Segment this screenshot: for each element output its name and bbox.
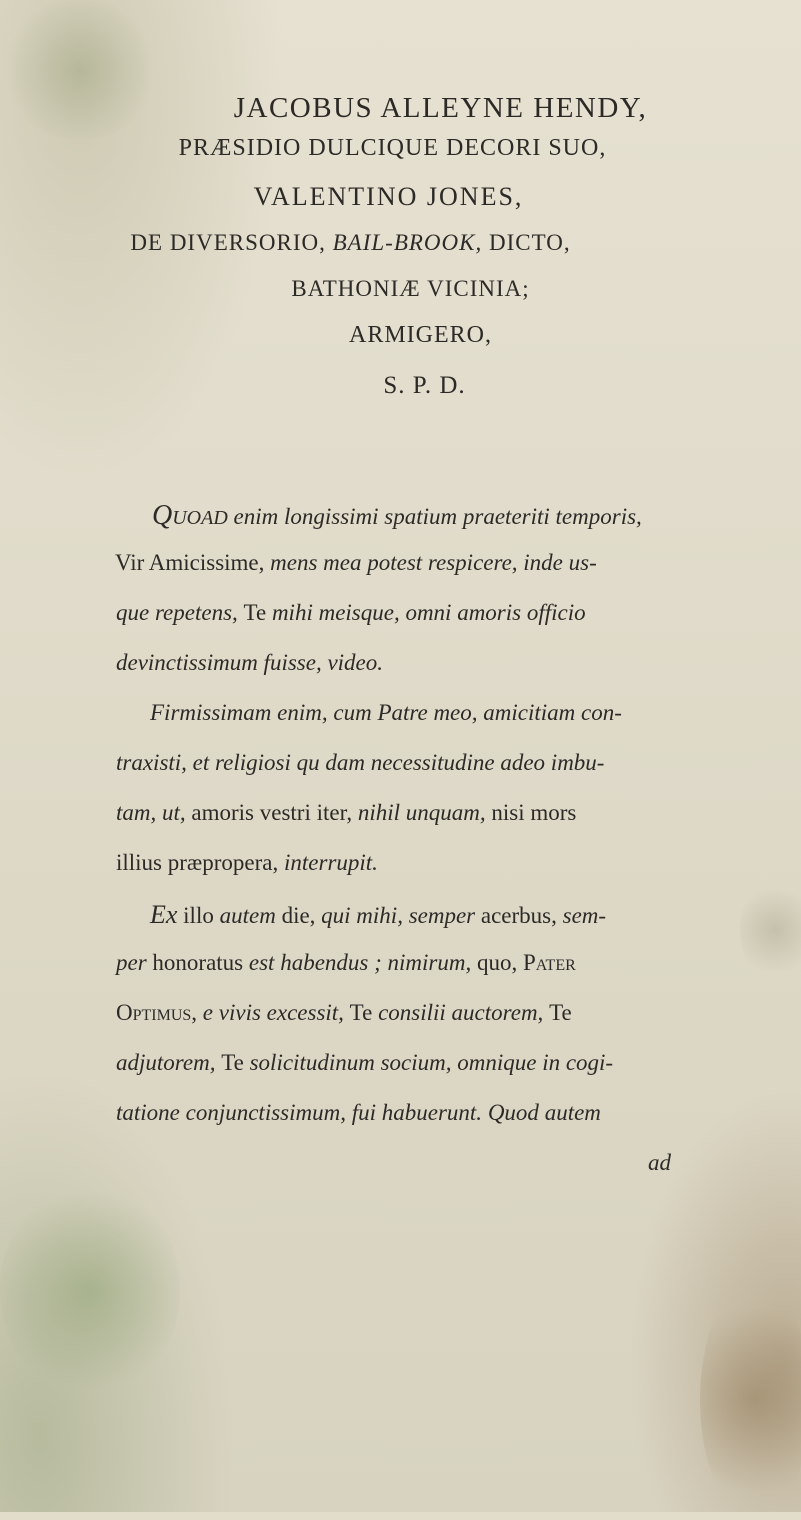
text-line-10: per honoratus est habendus ; nimirum, quo, Pater <box>116 950 576 975</box>
text-line-5: Firmissimam enim, cum Patre meo, amicitiam con- <box>150 700 622 725</box>
text-line-3: que repetens, Te mihi meisque, omni amoris officio <box>116 600 586 625</box>
text-line-6: traxisti, et religiosi qu dam necessitudine adeo imbu- <box>116 750 605 775</box>
foxing-stain <box>700 1280 801 1520</box>
dedication-recipient: VALENTINO JONES, <box>253 182 524 211</box>
foxing-stain <box>740 880 801 980</box>
dedication-salutation: S. P. D. <box>383 372 466 399</box>
dedication-title: ARMIGERO, <box>348 322 492 348</box>
text-line-7: tam, ut, amoris vestri iter, nihil unquam, nisi mors <box>116 800 577 825</box>
catchword: ad <box>648 1150 671 1175</box>
text-line-8: illius præpropera, interrupit. <box>116 850 378 875</box>
text-line-2: Vir Amicissime, mens mea potest respicere, inde us- <box>115 550 597 575</box>
dedication-line-praesidio: PRÆSIDIO DULCIQUE DECORI SUO, <box>178 135 607 161</box>
dedication-residence: DE DIVERSORIO, BAIL-BROOK, DICTO, <box>130 230 571 255</box>
text-line-13: tatione conjunctissimum, fui habuerunt. Quod autem <box>116 1100 601 1125</box>
text-line-12: adjutorem, Te solicitudinum socium, omnique in cogi- <box>116 1050 614 1075</box>
dedication-author: JACOBUS ALLEYNE HENDY, <box>233 92 648 124</box>
foxing-stain <box>0 1180 180 1400</box>
dedication-location: BATHONIÆ VICINIA; <box>291 276 530 301</box>
text-line-11: Optimus, e vivis excessit, Te consilii auctorem, Te <box>116 1000 572 1025</box>
text-line-1: Quoad enim longissimi spatium praeteriti temporis, <box>152 500 642 531</box>
text-line-9: Ex illo autem die, qui mihi, semper acerbus, sem- <box>150 900 607 929</box>
text-line-4: devinctissimum fuisse, video. <box>116 650 384 675</box>
